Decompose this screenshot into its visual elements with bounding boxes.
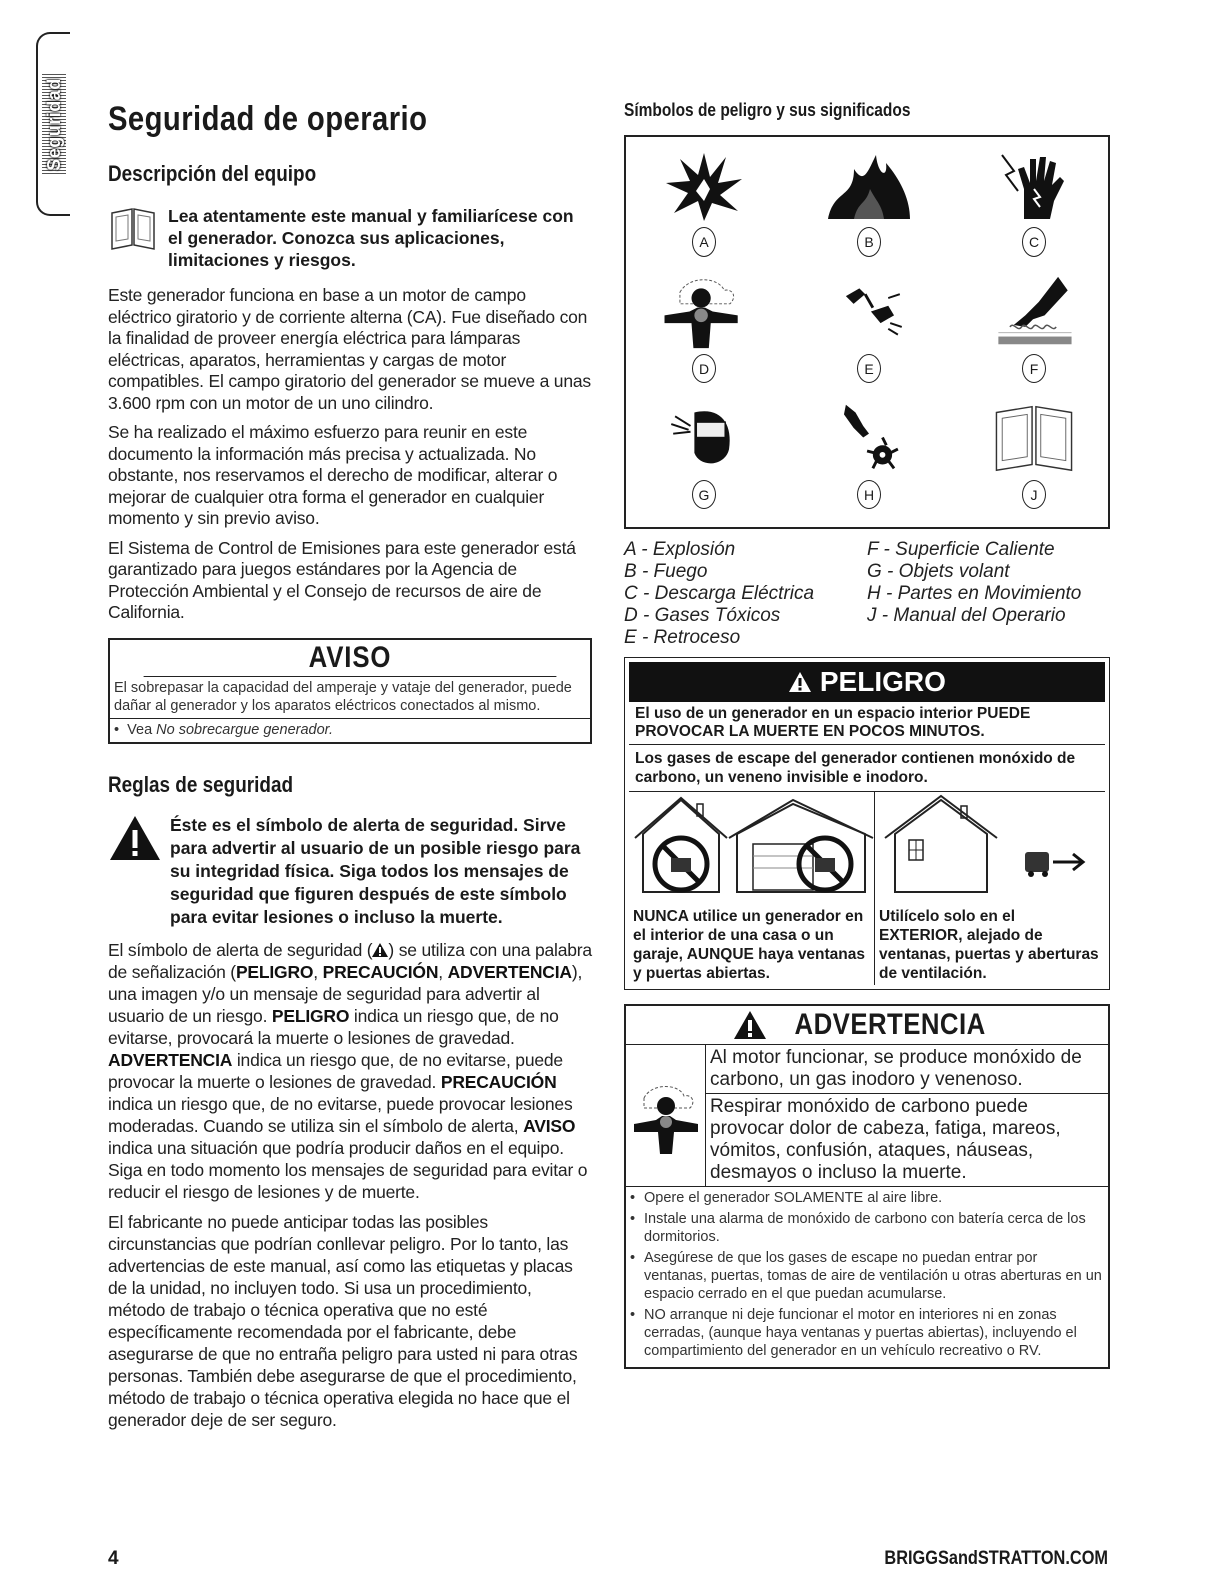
aviso-notice-box bbox=[108, 638, 592, 744]
symbol-toxic-gas bbox=[644, 273, 764, 383]
moving-parts-icon bbox=[829, 399, 909, 476]
paragraph-signal-words: El símbolo de alerta de seguridad ( ) se utiliza con una palabra de señalización (PELIGRO, PRECAUCIÓN, ADVERTENCIA), una imagen y/o un mensaje de seguridad para advertir al usuario de un riesgo. PELIGRO indica un riesgo que, de no evitarse, provocará la muerte o lesiones de gravedad. ADVERTENCIA indica un riesgo que, de no evitarse, puede provocar la muerte o lesiones de gravedad. PRECAUCIÓN indica un riesgo que, de no evitarse, puede provocar lesiones moderadas. Cuando se utiliza sin el símbolo de alerta, AVISO indica una situación que podría producir daños en el equipo. Siga en todo momento los mensajes de seguridad para evitar o reducir el riesgo de lesiones y de muerte. bbox=[108, 939, 592, 1202]
operator-manual-icon bbox=[989, 399, 1079, 476]
peligro-danger-box bbox=[624, 657, 1110, 990]
legend-item: D - Gases Tóxicos bbox=[624, 605, 781, 626]
symbols-legend bbox=[624, 539, 1110, 649]
page-number: 4 bbox=[108, 1548, 119, 1569]
paragraph-accuracy: Se ha realizado el máximo esfuerzo para reunir en este documento la información más precisa y actualizada. No obstante, nos reservamos el derecho de modificar, alterar o mejorar de cualquier otra forma el generador en cualquier momento y sin previo aviso. bbox=[108, 422, 558, 528]
symbol-hot-surface bbox=[974, 273, 1094, 383]
legend-item: F - Superficie Caliente bbox=[867, 539, 1055, 560]
paragraph-emissions: El Sistema de Control de Emisiones para este generador está garantizado para juegos estándares por la Agencia de Protección Ambiental y el Consejo de recursos de aire de California. bbox=[108, 537, 576, 622]
symbol-label-f: F bbox=[1022, 354, 1046, 383]
legend-item: H - Partes en Movimiento bbox=[867, 583, 1082, 604]
aviso-heading: AVISO bbox=[144, 640, 557, 677]
symbol-label-d: D bbox=[692, 354, 716, 383]
peligro-outdoor-only-text: Utilícelo solo en el EXTERIOR, alejado de ventanas, puertas y aberturas de ventilación. bbox=[879, 908, 1099, 982]
left-column bbox=[108, 100, 592, 1431]
paragraph-manufacturer: El fabricante no puede anticipar todas las posibles circunstancias que podrían conllevar peligro. Por lo tanto, las advertencias de este manual, así como las etiquetas y placas de la unidad, no incluyen todo. Si usa un procedimiento, método de trabajo o técnica operativa que no esté específicamente recomendada por el fabricante, debe asegurarse de que no entraña peligro para usted ni para otras personas. También debe asegurarse de que el procedimiento, método de trabajo o técnica operativa elegida no hace que el generador deje de ser seguro. bbox=[108, 1211, 578, 1430]
symbol-manual bbox=[974, 399, 1094, 509]
safety-alert-intro bbox=[108, 814, 592, 929]
legend-item: A - Explosión bbox=[624, 539, 736, 560]
toxic-gas-icon bbox=[630, 1076, 702, 1156]
legend-left-column bbox=[624, 539, 867, 649]
list-item: • Opere el generador SOLAMENTE al aire libre. bbox=[630, 1189, 1104, 1207]
fire-icon bbox=[824, 149, 914, 223]
warning-triangle-icon bbox=[788, 671, 812, 693]
legend-right-column bbox=[867, 539, 1110, 649]
warning-triangle-icon bbox=[108, 814, 162, 862]
peligro-statement-1: El uso de un generador en un espacio interior PUEDE PROVOCAR LA MUERTE EN POCOS MINUTOS. bbox=[629, 702, 1105, 745]
aviso-reference-link[interactable]: No sobrecargue generador. bbox=[156, 721, 333, 738]
safety-alert-text: Éste es el símbolo de alerta de seguridad. Sirve para advertir al usuario de un posible riesgo para su integridad física. Siga todos los mensajes de seguridad que figuren después de este símbolo para evitar lesiones o incluso la muerte. bbox=[170, 814, 581, 927]
alert-symbol-inline-icon bbox=[372, 943, 388, 957]
warning-triangle-icon bbox=[733, 1010, 767, 1040]
advertencia-co-info bbox=[626, 1045, 1108, 1187]
symbol-label-a: A bbox=[692, 227, 716, 257]
symbol-label-h: H bbox=[857, 480, 881, 509]
book-icon bbox=[108, 205, 158, 251]
symbol-label-b: B bbox=[857, 227, 881, 257]
symbol-kickback bbox=[809, 273, 929, 383]
peligro-pictograms bbox=[629, 792, 1105, 985]
symbols-title: Símbolos de peligro y sus significados bbox=[624, 100, 911, 120]
right-column bbox=[624, 100, 1110, 1369]
no-indoor-use-icon bbox=[629, 792, 875, 900]
symbol-fire bbox=[809, 149, 929, 259]
symbol-explosion bbox=[644, 149, 764, 259]
paragraph-description: Este generador funciona en base a un motor de campo eléctrico giratorio y de corriente alterna (CA). Fue diseñado con la finalidad de proveer energía eléctrica para lámparas eléctricas, aparatos, herramientas y cargas de motor compatibles. El campo giratorio del generador se mueve a unas 3.600 rpm con un motor de un uno cilindro. bbox=[108, 285, 591, 413]
symbol-label-e: E bbox=[857, 354, 881, 383]
legend-item: J - Manual del Operario bbox=[867, 605, 1066, 626]
section-side-tab[interactable] bbox=[36, 32, 70, 216]
legend-item: B - Fuego bbox=[624, 561, 708, 582]
advertencia-statement-1: Al motor funcionar, se produce monóxido de carbono, un gas inodoro y venenoso. bbox=[706, 1045, 1108, 1094]
advertencia-statement-2: Respirar monóxido de carbono puede provocar dolor de cabeza, fatiga, mareos, vómitos, confusión, ataques, náuseas, desmayos o incluso la muerte. bbox=[710, 1096, 1061, 1183]
footer-website-link[interactable]: BRIGGSandSTRATTON.COM bbox=[884, 1548, 1108, 1569]
flying-objects-icon bbox=[664, 399, 744, 476]
kickback-icon bbox=[829, 273, 909, 350]
advertencia-text-cell bbox=[706, 1045, 1108, 1186]
legend-item: C - Descarga Eléctrica bbox=[624, 583, 815, 604]
side-tab-stripes bbox=[42, 74, 66, 174]
peligro-outdoor-column bbox=[875, 792, 1105, 985]
symbol-moving-parts bbox=[809, 399, 929, 509]
manual-intro bbox=[108, 205, 592, 271]
peligro-heading: PELIGRO bbox=[629, 662, 1105, 702]
electric-shock-icon bbox=[994, 149, 1074, 223]
symbol-flying-objects bbox=[644, 399, 764, 509]
legend-item: G - Objets volant bbox=[867, 561, 1010, 582]
legend-item: E - Retroceso bbox=[624, 627, 741, 648]
advertencia-icon-cell bbox=[626, 1045, 706, 1186]
peligro-never-indoors-text: NUNCA utilice un generador en el interior de una casa o un garaje, AUNQUE haya ventanas y puertas abiertas. bbox=[633, 908, 866, 982]
section-heading-rules: Reglas de seguridad bbox=[108, 771, 294, 797]
toxic-gas-icon bbox=[659, 273, 749, 350]
page-title: Seguridad de operario bbox=[108, 100, 428, 138]
symbol-label-g: G bbox=[692, 480, 716, 509]
symbol-label-c: C bbox=[1022, 227, 1046, 257]
aviso-bullet: • Vea No sobrecargue generador. bbox=[114, 721, 333, 738]
section-heading-description: Descripción del equipo bbox=[108, 161, 317, 186]
peligro-statement-2: Los gases de escape del generador contienen monóxido de carbono, un veneno invisible e inodoro. bbox=[629, 745, 1105, 792]
side-tab-label: Seguridad bbox=[43, 77, 64, 171]
advertencia-bullet-list bbox=[626, 1187, 1108, 1367]
symbol-label-j: J bbox=[1022, 480, 1046, 509]
explosion-icon bbox=[664, 149, 744, 223]
list-item: • Asegúrese de que los gases de escape no puedan entrar por ventanas, puertas, tomas de aire de ventilación u otras aberturas en un espacio cerrado en el que puedan acumularse. bbox=[630, 1249, 1104, 1303]
list-item: • NO arranque ni deje funcionar el motor en interiores ni en zonas cerradas, (aunque haya ventanas y puertas abiertas), incluyendo el compartimiento del generador en un vehículo recreativo o RV. bbox=[630, 1306, 1104, 1360]
outdoor-use-icon bbox=[875, 792, 1095, 900]
hazard-symbols-panel bbox=[624, 135, 1110, 529]
peligro-indoor-column bbox=[629, 792, 875, 985]
advertencia-heading: ADVERTENCIA bbox=[626, 1006, 1108, 1045]
hot-surface-icon bbox=[989, 273, 1079, 350]
manual-intro-text: Lea atentamente este manual y familiarícese con el generador. Conozca sus aplicaciones, limitaciones y riesgos. bbox=[168, 206, 574, 270]
symbol-shock bbox=[974, 149, 1094, 259]
aviso-body: El sobrepasar la capacidad del amperaje y vataje del generador, puede dañar al generador y los aparatos eléctricos conectados al mismo. bbox=[110, 677, 590, 719]
list-item: • Instale una alarma de monóxido de carbono con batería cerca de los dormitorios. bbox=[630, 1210, 1104, 1246]
advertencia-warning-box bbox=[624, 1004, 1110, 1369]
